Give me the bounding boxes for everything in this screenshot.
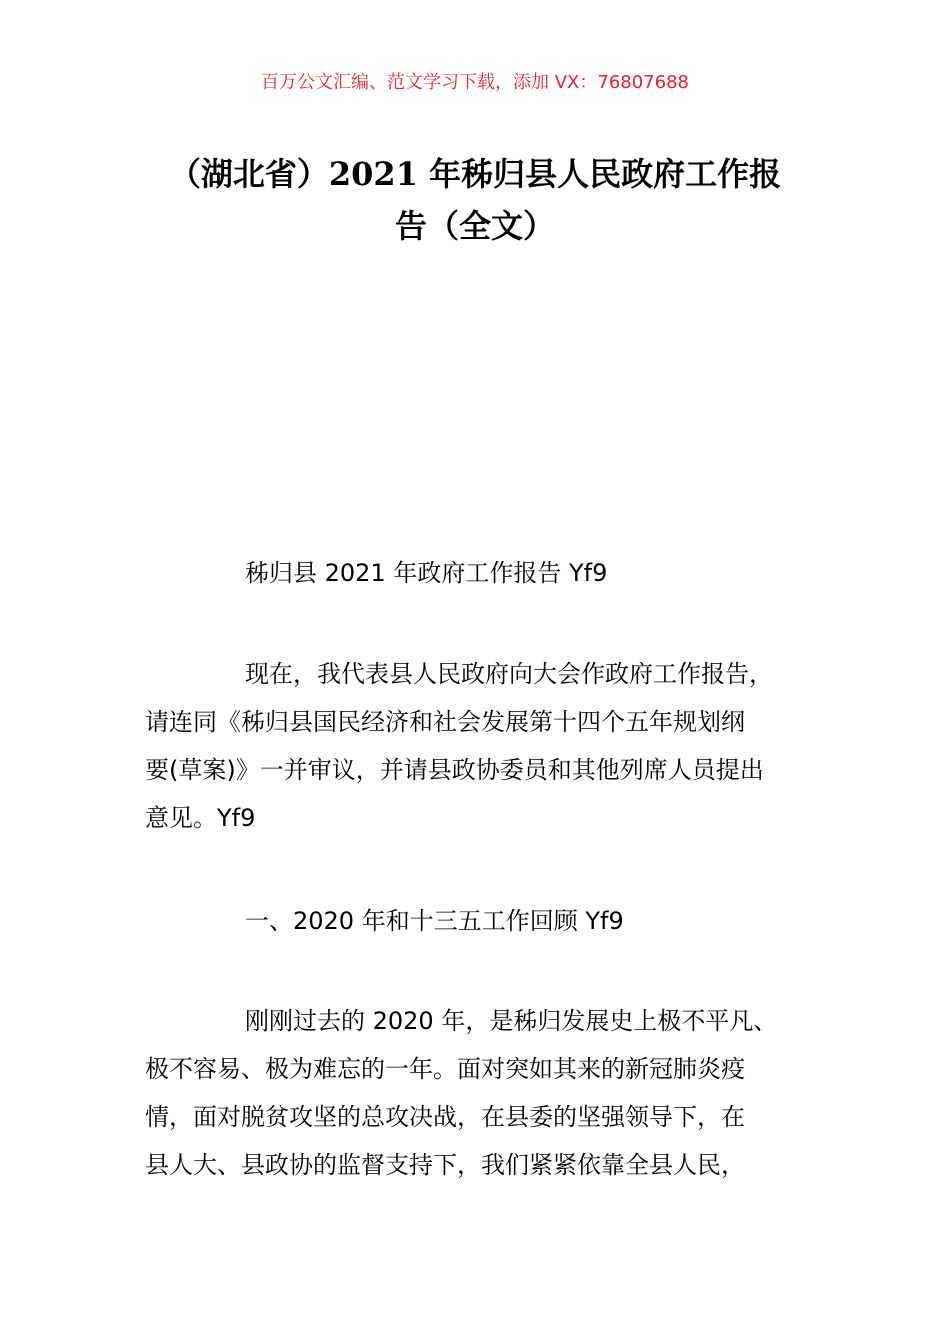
paragraph-line: 请连同《秭归县国民经济和社会发展第十四个五年规划纲 — [145, 708, 745, 736]
paragraph-line: 要(草案)》一并审议，并请县政协委员和其他列席人员提出 — [145, 756, 764, 784]
paragraph-line: 县人大、县政协的监督支持下，我们紧紧依靠全县人民， — [145, 1151, 745, 1179]
header-note: 百万公文汇编、范文学习下载，添加 VX：76807688 — [261, 72, 689, 93]
document-title — [120, 148, 830, 252]
paragraph-intro — [145, 650, 835, 842]
section-heading: 一、2020 年和十三五工作回顾 Yf9 — [245, 907, 624, 935]
paragraph-line: 意见。Yf9 — [145, 804, 256, 832]
paragraph-line: 现在，我代表县人民政府向大会作政府工作报告， — [245, 660, 773, 688]
title-line-2: 告（全文） — [394, 207, 555, 245]
paragraph-review — [145, 997, 835, 1189]
paragraph-line: 情，面对脱贫攻坚的总攻决战，在县委的坚强领导下，在 — [145, 1103, 745, 1131]
report-subtitle: 秭归县 2021 年政府工作报告 Yf9 — [245, 559, 608, 587]
paragraph-line: 刚刚过去的 2020 年，是秭归发展史上极不平凡、 — [245, 1007, 778, 1035]
title-line-1: （湖北省）2021 年秭归县人民政府工作报 — [168, 155, 782, 193]
paragraph-line: 极不容易、极为难忘的一年。面对突如其来的新冠肺炎疫 — [145, 1055, 745, 1083]
